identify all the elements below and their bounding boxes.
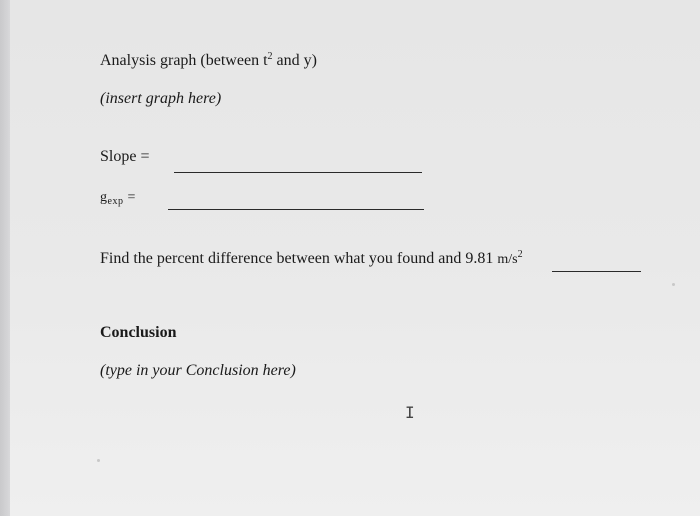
percent-answer-line[interactable] — [552, 271, 641, 272]
speck — [672, 283, 675, 286]
conclusion-placeholder[interactable]: (type in your Conclusion here) — [100, 362, 296, 379]
page-edge — [0, 0, 10, 516]
slope-answer-line[interactable] — [174, 172, 422, 173]
gexp-label: $g_{exp}$ = — [100, 190, 136, 207]
gexp-answer-line[interactable] — [168, 209, 424, 210]
graph-placeholder[interactable]: (insert graph here) — [100, 90, 222, 107]
conclusion-heading: Conclusion — [100, 324, 177, 341]
percent-difference-prompt: Find the percent difference between what you found and 9.81 $m/s^2$ — [100, 249, 523, 267]
speck — [97, 459, 100, 462]
slope-label: Slope = — [100, 148, 150, 165]
text-cursor-icon: I — [405, 403, 415, 422]
analysis-heading: Analysis graph (between $t^2$ and y) — [100, 51, 317, 69]
